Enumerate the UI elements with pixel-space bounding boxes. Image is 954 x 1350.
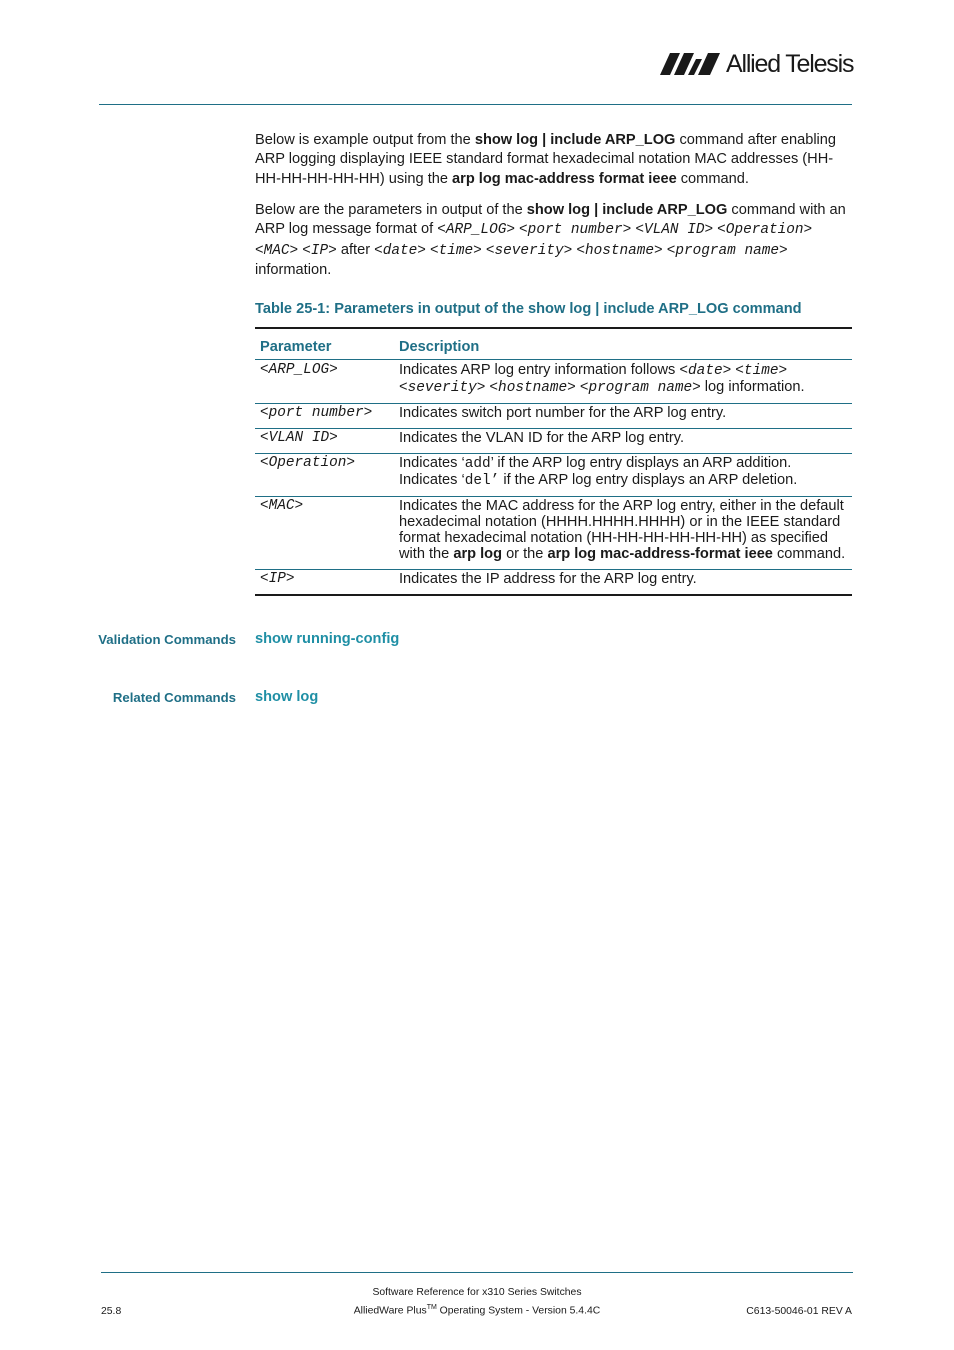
- show-log-link[interactable]: show log: [255, 689, 319, 705]
- param-cell: <MAC>: [255, 497, 394, 570]
- table-row: [255, 570, 852, 596]
- header-rule: [99, 104, 852, 105]
- allied-telesis-logo: [660, 50, 856, 80]
- page-number: 25.8: [101, 1306, 122, 1317]
- column-header-description: Description: [394, 328, 852, 360]
- column-header-parameter: Parameter: [255, 328, 394, 360]
- param-cell: <ARP_LOG>: [255, 360, 394, 404]
- table-row: [255, 429, 852, 454]
- validation-commands-label: Validation Commands: [98, 632, 236, 647]
- footer-os-version: AlliedWare Plus™ Operating System - Version 5.4.4C: [353, 1304, 601, 1317]
- table-row: [255, 497, 852, 570]
- related-commands-label: Related Commands: [112, 690, 236, 705]
- description-cell: Indicates ARP log entry information follows <date> <time> <severity> <hostname> <program name> log information.: [394, 360, 852, 404]
- table-row: [255, 360, 852, 404]
- param-cell: <IP>: [260, 571, 295, 587]
- logo-mark-icon: [660, 53, 722, 75]
- description-cell: Indicates the IP address for the ARP log entry.: [399, 571, 697, 587]
- description-cell: Indicates ‘add’ if the ARP log entry displays an ARP addition. Indicates ‘del’ if the ARP log entry displays an ARP deletion.: [394, 454, 852, 497]
- show-running-config-link[interactable]: show running-config: [255, 631, 400, 647]
- description-cell: Indicates the VLAN ID for the ARP log entry.: [394, 429, 852, 454]
- param-cell: <VLAN ID>: [255, 429, 394, 454]
- table-row: [255, 404, 852, 429]
- param-cell: <port number>: [255, 404, 394, 429]
- table-header-row: [255, 328, 852, 360]
- description-cell: Indicates the MAC address for the ARP log entry, either in the default hexadecimal notation (HHHH.HHHH.HHHH) or in the IEEE standard format hexadecimal notation (HH-HH-HH-HH-HH-HH) as specified with the arp log or the arp log mac-address-format ieee command.: [394, 497, 852, 570]
- description-cell: Indicates switch port number for the ARP log entry.: [394, 404, 852, 429]
- table-caption: Table 25-1: Parameters in output of the show log | include ARP_LOG command: [255, 301, 802, 317]
- parameters-table: [255, 327, 852, 596]
- intro-paragraph-1: Below is example output from the show log | include ARP_LOG command after enabling ARP logging displaying IEEE standard format hexadecimal notation MAC addresses (HH-HH-HH-HH-HH-HH) using the arp log mac-address format ieee command.: [255, 132, 837, 187]
- param-cell: <Operation>: [255, 454, 394, 497]
- footer-rule: [101, 1272, 853, 1273]
- footer-title: Software Reference for x310 Series Switches: [372, 1287, 582, 1298]
- table-row: [255, 454, 852, 497]
- intro-paragraph-2: Below are the parameters in output of the show log | include ARP_LOG command with an ARP log message format of <ARP_LOG> <port number> <VLAN ID> <Operation> <MAC> <IP> after <date> <time> <severity> <hostname> <program name> information.: [255, 202, 846, 278]
- brand-name: Allied Telesis: [726, 50, 854, 78]
- document-id: C613-50046-01 REV A: [746, 1306, 852, 1317]
